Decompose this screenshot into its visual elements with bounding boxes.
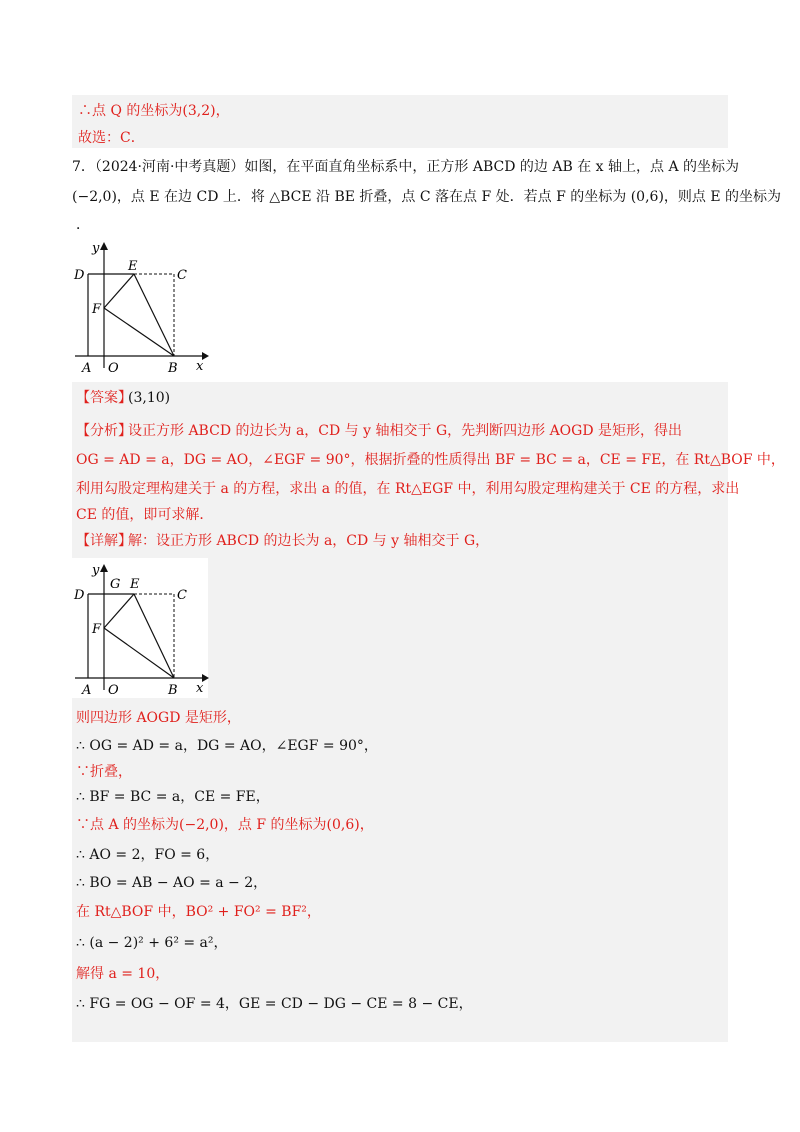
fig1-label-y: y: [92, 241, 100, 256]
fig2-label-y: y: [92, 563, 100, 578]
analysis-line-1: 设正方形 ABCD 的边长为 a，CD 与 y 轴相交于 G，先判断四边形 AOGD 是矩形，得出: [128, 423, 683, 439]
detail-step-11: ∴ FG = OG − OF = 4，GE = CD − DG − CE = 8 − CE，: [76, 996, 473, 1012]
fig1-label-E: E: [128, 259, 138, 274]
detail-step-9: ∴ (a − 2)² + 6² = a²，: [76, 935, 228, 951]
detail-step-5: ∵点 A 的坐标为(−2,0)，点 F 的坐标为(0,6)，: [76, 817, 374, 833]
fig2-label-E: E: [130, 577, 140, 592]
fig1-label-x: x: [196, 359, 204, 374]
question-line-2: (−2,0)，点 E 在边 CD 上．将 △BCE 沿 BE 折叠，点 C 落在点 F 处．若点 F 的坐标为 (0,6)，则点 E 的坐标为: [72, 189, 782, 205]
detail-step-1: 则四边形 AOGD 是矩形，: [76, 710, 241, 726]
analysis-line-4: CE 的值，即可求解．: [76, 507, 214, 523]
analysis-line-3: 利用勾股定理构建关于 a 的方程，求出 a 的值，在 Rt△EGF 中，利用勾股定理构建关于 CE 的方程，求出: [76, 481, 740, 497]
analysis-tag: 【分析】: [76, 423, 132, 439]
fig2-label-D: D: [74, 588, 85, 603]
fig1-label-D: D: [74, 268, 85, 283]
question-figure: [70, 238, 210, 378]
fig2-label-B: B: [168, 683, 178, 698]
detail-step-4: ∴ BF = BC = a，CE = FE，: [76, 789, 270, 805]
detail-step-3: ∵折叠，: [76, 764, 132, 780]
detail-step-7: ∴ BO = AB − AO = a − 2，: [76, 875, 268, 891]
fig2-label-x: x: [196, 681, 204, 696]
detail-step-10: 解得 a = 10，: [76, 966, 170, 982]
fig2-label-F: F: [92, 622, 102, 637]
answer-tag: 【答案】: [76, 390, 132, 406]
question-line-3: ．: [76, 217, 90, 233]
fig1-label-B: B: [168, 361, 178, 376]
detail-step-8: 在 Rt△BOF 中，BO² + FO² = BF²，: [76, 904, 321, 920]
detail-step-6: ∴ AO = 2，FO = 6，: [76, 847, 220, 863]
detail-tag: 【详解】: [76, 533, 132, 549]
question-line-1: 7．（2024·河南·中考真题）如图，在平面直角坐标系中，正方形 ABCD 的边 AB 在 x 轴上，点 A 的坐标为: [72, 159, 740, 175]
prev-line-2: 故选：C．: [78, 130, 145, 146]
fig1-label-O: O: [108, 361, 119, 376]
answer-value: (3,10): [128, 390, 171, 406]
fig1-label-F: F: [92, 302, 102, 317]
fig2-label-O: O: [108, 683, 119, 698]
fig2-label-G: G: [110, 577, 121, 592]
fig2-label-C: C: [177, 588, 187, 603]
prev-line-1: ∴点 Q 的坐标为(3,2)，: [78, 103, 230, 119]
detail-step-2: ∴ OG = AD = a，DG = AO，∠EGF = 90°，: [76, 738, 378, 754]
fig1-label-A: A: [82, 361, 92, 376]
fig2-label-A: A: [82, 683, 92, 698]
fig1-label-C: C: [177, 268, 187, 283]
analysis-line-2: OG = AD = a，DG = AO，∠EGF = 90°，根据折叠的性质得出 BF = BC = a，CE = FE，在 Rt△BOF 中，: [76, 452, 785, 468]
detail-line-1: 解：设正方形 ABCD 的边长为 a，CD 与 y 轴相交于 G，: [128, 533, 490, 549]
detail-figure: [70, 560, 210, 700]
